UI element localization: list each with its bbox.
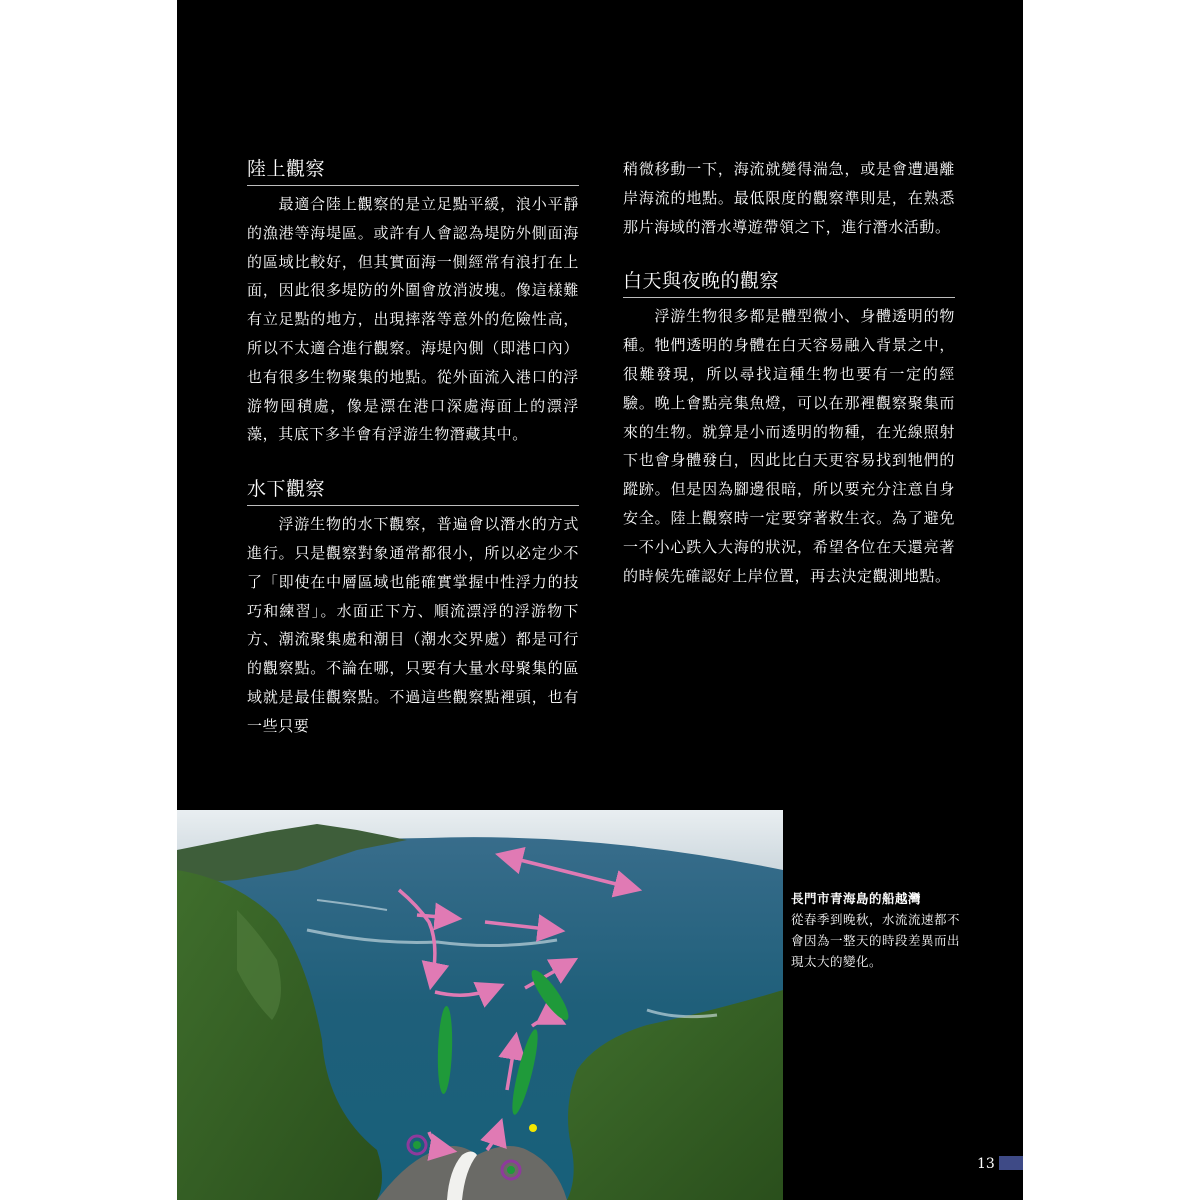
caption-text: 從春季到晚秋，水流流速都不會因為一整天的時段差異而出現太大的變化。 <box>791 912 961 969</box>
heading-day-night-observation: 白天與夜晚的觀察 <box>623 267 955 298</box>
heading-land-observation: 陸上觀察 <box>247 155 579 186</box>
paragraph-underwater-observation: 浮游生物的水下觀察，普遍會以潛水的方式進行。只是觀察對象通常都很小，所以必定少不了「即使在中層區域也能確實掌握中性浮力的技巧和練習」。水面正下方、順流漂浮的浮游物下方、潮流聚集處和潮目（潮水交界處）都是可行的觀察點。不論在哪，只要有大量水母聚集的區域就是最佳觀察點。不過這些觀察點裡頭，也有一些只要 <box>247 515 579 735</box>
left-column <box>247 155 579 741</box>
paragraph-day-night-observation: 浮游生物很多都是體型微小、身體透明的物種。牠們透明的身體在白天容易融入背景之中，很難發現，所以尋找這種生物也要有一定的經驗。晚上會點亮集魚燈，可以在那裡觀察聚集而來的生物。就算是小而透明的物種，在光線照射下也會身體發白，因此比白天更容易找到牠們的蹤跡。但是因為腳邊很暗，所以要充分注意自身安全。陸上觀察時一定要穿著救生衣。為了避免一不小心跌入大海的狀況，希望各位在天還亮著的時候先確認好上岸位置，再去決定觀測地點。 <box>623 307 955 585</box>
paragraph-land-observation: 最適合陸上觀察的是立足點平緩，浪小平靜的漁港等海堤區。或許有人會認為堤防外側面海的區域比較好，但其實面海一側經常有浪打在上面，因此很多堤防的外圍會放消波塊。像這樣難有立足點的地方，出現摔落等意外的危險性高，所以不太適合進行觀察。海堤內側（即港口內）也有很多生物聚集的地點。從外面流入港口的浮游物囤積處，像是漂在港口深處海面上的漂浮藻，其底下多半會有浮游生物潛藏其中。 <box>247 195 579 444</box>
page-number: 13 <box>977 1156 995 1172</box>
paragraph-underwater-continued: 稍微移動一下，海流就變得湍急，或是會遭遇離岸海流的地點。最低限度的觀察準則是，在熟悉那片海域的潛水導遊帶領之下，進行潛水活動。 <box>623 160 955 236</box>
page <box>177 0 1023 1200</box>
heading-underwater-observation: 水下觀察 <box>247 475 579 506</box>
page-tab-marker <box>999 1156 1023 1170</box>
aerial-bay-photo <box>177 810 783 1200</box>
photo-caption <box>791 888 961 972</box>
right-column <box>623 155 955 590</box>
caption-title: 長門市青海島的船越灣 <box>791 891 922 906</box>
